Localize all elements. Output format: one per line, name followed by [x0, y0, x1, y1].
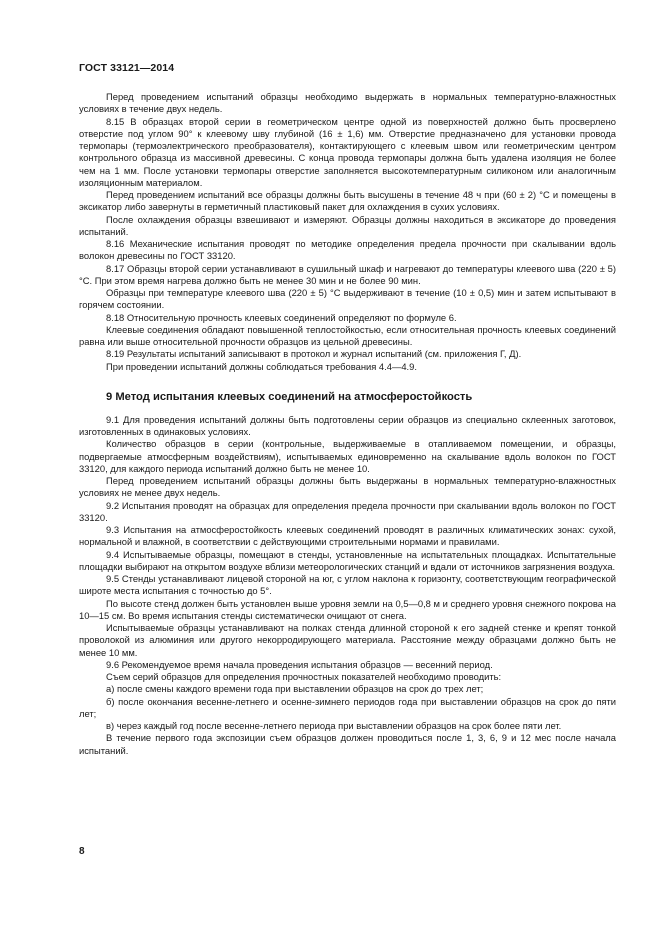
- paragraph-9-5: 9.5 Стенды устанавливают лицевой стороной на юг, с углом наклона к горизонту, соответствующим географической широте места испытания с точностью до 5°.: [79, 573, 616, 597]
- paragraph-9-4: 9.4 Испытываемые образцы, помещают в стенды, установленные на испытательных площадках. Испытательные площадки выбирают на открытом воздухе вблизи метеорологических станций и вдали от источников загрязнения воздуха.: [79, 548, 616, 572]
- paragraph: Перед проведением испытаний образцы необходимо выдержать в нормальных температурно-влажностных условиях в течение двух недель.: [79, 91, 616, 115]
- list-item-b: б) после окончания весенне-летнего и осенне-зимнего периодов года при выставлении образцов на срок до пяти лет;: [79, 695, 616, 719]
- paragraph: Количество образцов в серии (контрольные, выдерживаемые в отапливаемом помещении, и образцы, подвергаемые атмосферным воздействиям), испытываемых единовременно на скалывание вдоль волокон по ГОСТ 33120, для каждого периода испытаний должно быть не менее 10.: [79, 438, 616, 474]
- paragraph: Перед проведением испытаний все образцы должны быть высушены в течение 48 ч при (60 ± 2) °С и помещены в эксикатор либо завернуты в герметичный пластиковый пакет для охлаждения в сухих условиях.: [79, 189, 616, 213]
- paragraph: Клеевые соединения обладают повышенной теплостойкостью, если относительная прочность клеевых соединений равна или выше относительной прочности образцов из цельной древесины.: [79, 323, 616, 347]
- list-item-c: в) через каждый год после весенне-летнего периода при выставлении образцов на срок более пяти лет.: [106, 720, 562, 731]
- page-number: 8: [79, 846, 85, 857]
- paragraph-8-16: 8.16 Механические испытания проводят по методике определения предела прочности при скалывании вдоль волокон древесины по ГОСТ 33120.: [79, 238, 616, 262]
- section-9-title: 9 Метод испытания клеевых соединений на атмосферостойкость: [106, 390, 473, 403]
- paragraph-8-19: 8.19 Результаты испытаний записывают в протокол и журнал испытаний (см. приложения Г, Д).: [106, 348, 522, 360]
- paragraph-9-2: 9.2 Испытания проводят на образцах для определения предела прочности при скалывании вдоль волокон по ГОСТ 33120.: [79, 499, 616, 523]
- list-item-a: а) после смены каждого времени года при выставлении образцов на срок до трех лет;: [106, 683, 484, 695]
- document-header: ГОСТ 33121—2014: [79, 62, 175, 74]
- paragraph: Съем серий образцов для определения прочностных показателей необходимо проводить:: [106, 671, 502, 682]
- paragraph: После охлаждения образцы взвешивают и измеряют. Образцы должны находиться в эксикаторе до проведения испытаний.: [79, 213, 616, 237]
- paragraph-9-1: 9.1 Для проведения испытаний должны быть подготовлены серии образцов из специально склеенных заготовок, изготовленных в одинаковых условиях.: [79, 413, 616, 437]
- paragraph: Перед проведением испытаний образцы должны быть выдержаны в нормальных температурно-влажностных условиях не менее двух недель.: [79, 475, 616, 499]
- paragraph: При проведении испытаний должны соблюдаться требования 4.4—4.9.: [106, 360, 417, 372]
- page-content: [79, 91, 616, 757]
- paragraph-9-3: 9.3 Испытания на атмосферостойкость клеевых соединений проводят в различных климатических зонах: сухой, нормальной и влажной, в соответствии с действующими строительными нормами и правилами.: [79, 524, 616, 548]
- paragraph-8-18: 8.18 Относительную прочность клеевых соединений определяют по формуле 6.: [106, 311, 457, 323]
- paragraph: В течение первого года экспозиции съем образцов должен проводиться после 1, 3, 6, 9 и 12 мес после начала испытаний.: [79, 732, 616, 756]
- paragraph: Испытываемые образцы устанавливают на полках стенда длинной стороной к его задней стенке и крепят тонкой проволокой из алюминия или другого некорродирующего материала. Расстояние между образцами должно быть не менее 10 мм.: [79, 622, 616, 658]
- paragraph: Образцы при температуре клеевого шва (220 ± 5) °С выдерживают в течение (10 ± 0,5) мин и затем испытывают в горячем состоянии.: [79, 287, 616, 311]
- paragraph: По высоте стенд должен быть установлен выше уровня земли на 0,5—0,8 м и среднего уровня снежного покрова на 10—15 см. Во время испытания стенды систематически очищают от снега.: [79, 597, 616, 621]
- paragraph-9-6: 9.6 Рекомендуемое время начала проведения испытания образцов — весенний период.: [106, 658, 493, 670]
- paragraph-8-17: 8.17 Образцы второй серии устанавливают в сушильный шкаф и нагревают до температуры клеевого шва (220 ± 5) °С. При этом время нагрева должно быть не менее 30 мин и не более 90 мин.: [79, 262, 616, 286]
- paragraph-8-15: 8.15 В образцах второй серии в геометрическом центре одной из поверхностей должно быть просверлено отверстие под углом 90° к клеевому шву глубиной (16 ± 1,6) мм. Отверстие предназначено для установки провода термопары (термоэлектрического преобразователя), контактирующего с клеевым швом или геометрическим центром контрольного образца из массивной древесины. С конца провода термопары должна быть удалена изоляция не более чем на 1 мм. После установки термопары отверстие заполняется высокотемпературным силиконом или аналогичным изоляционным материалом.: [79, 115, 616, 188]
